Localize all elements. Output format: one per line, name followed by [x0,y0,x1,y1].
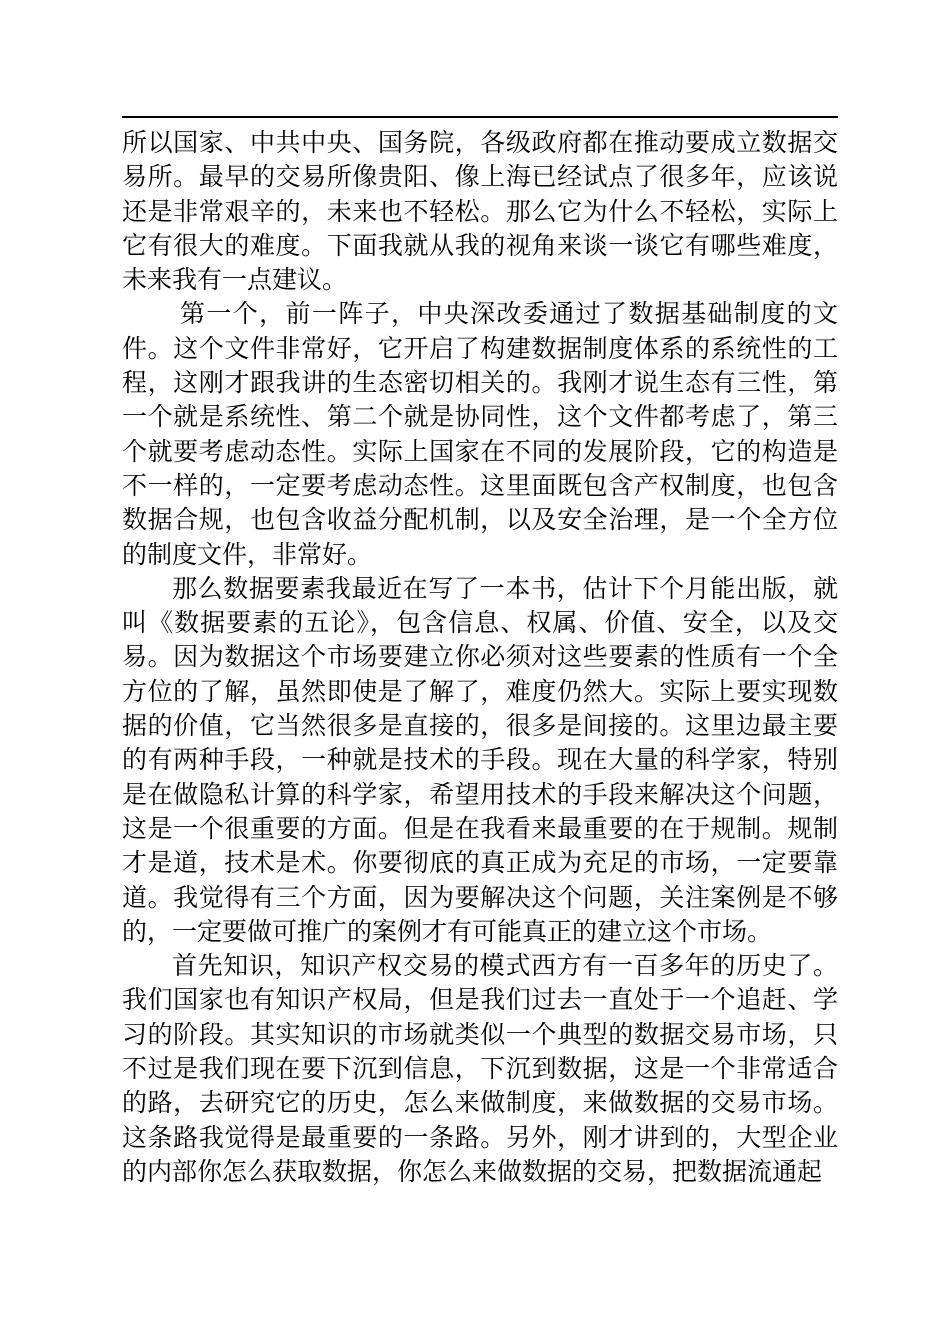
paragraph-knowledge: 首先知识，知识产权交易的模式西方有一百多年的历史了。我们国家也有知识产权局，但是我们过去一直处于一个追赶、学习的阶段。其实知识的市场就类似一个典型的数据交易市场，只不过是我们现在要下沉到信息，下沉到数据，这是一个非常适合的路，去研究它的历史，怎么来做制度，来做数据的交易市场。这条路我觉得是最重要的一条路。另外，刚才讲到的，大型企业的内部你怎么获取数据，你怎么来做数据的交易，把数据流通起 [122,951,838,1186]
body-text [122,126,838,1189]
header-rule [122,116,838,118]
paragraph-data-elements: 那么数据要素我最近在写了一本书，估计下个月能出版，就叫《数据要素的五论》，包含信息、权属、价值、安全，以及交易。因为数据这个市场要建立你必须对这些要素的性质有一个全方位的了解，虽然即使是了解了，难度仍然大。实际上要实现数据的价值，它当然很多是直接的，很多是间接的。这里边最主要的有两种手段，一种就是技术的手段。现在大量的科学家，特别是在做隐私计算的科学家，希望用技术的手段来解决这个问题，这是一个很重要的方面。但是在我看来最重要的在于规制。规制才是道，技术是术。你要彻底的真正成为充足的市场，一定要靠道。我觉得有三个方面，因为要解决这个问题，关注案例是不够的，一定要做可推广的案例才有可能真正的建立这个市场。 [122,573,838,946]
paragraph-continuation: 所以国家、中共中央、国务院，各级政府都在推动要成立数据交易所。最早的交易所像贵阳、像上海已经试点了很多年，应该说还是非常艰辛的，未来也不轻松。那么它为什么不轻松，实际上它有很大的难度。下面我就从我的视角来谈一谈它有哪些难度，未来我有一点建议。 [122,128,838,295]
paragraph-first-point: 第一个，前一阵子，中央深改委通过了数据基础制度的文件。这个文件非常好，它开启了构建数据制度体系的系统性的工程，这刚才跟我讲的生态密切相关的。我刚才说生态有三性，第一个就是系统性、第二个就是协同性，这个文件都考虑了，第三个就要考虑动态性。实际上国家在不同的发展阶段，它的构造是不一样的，一定要考虑动态性。这里面既包含产权制度，也包含数据合规，也包含收益分配机制，以及安全治理，是一个全方位的制度文件，非常好。 [122,299,838,569]
